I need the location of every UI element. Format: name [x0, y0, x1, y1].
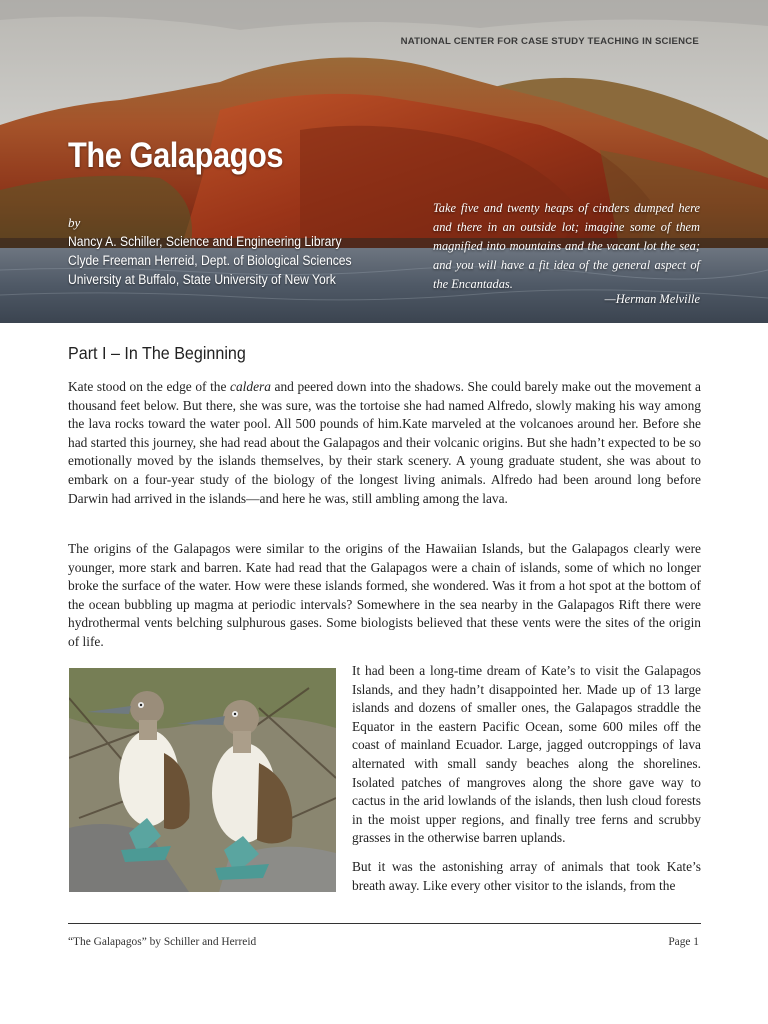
paragraph-2: The origins of the Galapagos were similar to the origins of the Hawaiian Islands, but the Galapagos clearly were younger, more stark and barren. Kate had read that the Galapagos were a chain of islands, some of which no longer broke the surface of the water. How were these islands formed, she wondered. Was it from a hot spot at the bottom of the ocean bubbling up magma at periodic intervals? Somewhere in the sea nearby in the Galapagos Rift there were hydrothermal vents belching sulphurous gases. Some biologists believed that these vents were the sites of the origin of life.: [68, 541, 701, 649]
epigraph-attribution: —Herman Melville: [604, 292, 700, 306]
author-affiliation: University at Buffalo, State University of New York: [68, 272, 336, 287]
paragraph-3: It had been a long-time dream of Kate’s to visit the Galapagos Islands, and they hadn’t disappointed her. Made up of 13 large islands and dozens of smaller ones, the Galapagos straddle the Equator in the eastern Pacific Ocean, some 600 miles off the coast of mainland Ecuador. Large, jagged outcroppings of lava alternated with small sandy beaches along the shorelines. Isolated patches of mangroves along the shore gave way to cactus in the arid lowlands of the islands, then lush cloud forests in the moist upper regions, and finally tree ferns and scrubby grasses in the otherwise barren uplands.: [352, 663, 701, 846]
paragraph-text: and peered down into the shadows. She could barely make out the movement a thousand feet below. But there, she was sure, was the tortoise she had named Alfredo, slowly making his way among the lava rocks toward the water pool. All 500 pounds of him.Kate marveled at the volcanoes around her. Before she had started this journey, she had read about the Galapagos and their volcanic origins. But she hadn’t expected to be so emotionally moved by the islands themselves, by their stark scenery. A young graduate student, she was about to embark on a four-year study of the biology of the longest living animals. Alfredo had been around long before Darwin had arrived in the islands—and here he was, still ambling among the lava.: [68, 379, 701, 506]
byline-by: by: [68, 215, 81, 230]
epigraph-quote: Take five and twenty heaps of cinders dumped here and there in an outside lot; imagine some of them magnified into mountains and the vacant lot the sea; and you will have a fit idea of the general aspect of the Encantadas.: [433, 201, 700, 291]
document-title: The Galapagos: [68, 136, 284, 175]
paragraph-text: Kate stood on the edge of the: [68, 379, 231, 394]
section-heading: Part I – In The Beginning: [68, 343, 246, 363]
paragraph-1: [68, 378, 701, 508]
header-banner: [0, 0, 768, 323]
page-number: Page 1: [668, 936, 699, 948]
paragraph-4: But it was the astonishing array of animals that took Kate’s breath away. Like every other visitor to the islands, from the: [352, 859, 701, 893]
blue-footed-boobies-photo: [69, 668, 336, 892]
footer-citation: “The Galapagos” by Schiller and Herreid: [68, 936, 257, 948]
footer-divider: [68, 923, 701, 924]
author-line: Clyde Freeman Herreid, Dept. of Biological Sciences: [68, 253, 352, 268]
author-byline: [68, 213, 383, 289]
organization-name: NATIONAL CENTER FOR CASE STUDY TEACHING IN SCIENCE: [400, 36, 699, 47]
italic-term: caldera: [230, 379, 271, 394]
author-line: Nancy A. Schiller, Science and Engineering Library: [68, 234, 342, 249]
